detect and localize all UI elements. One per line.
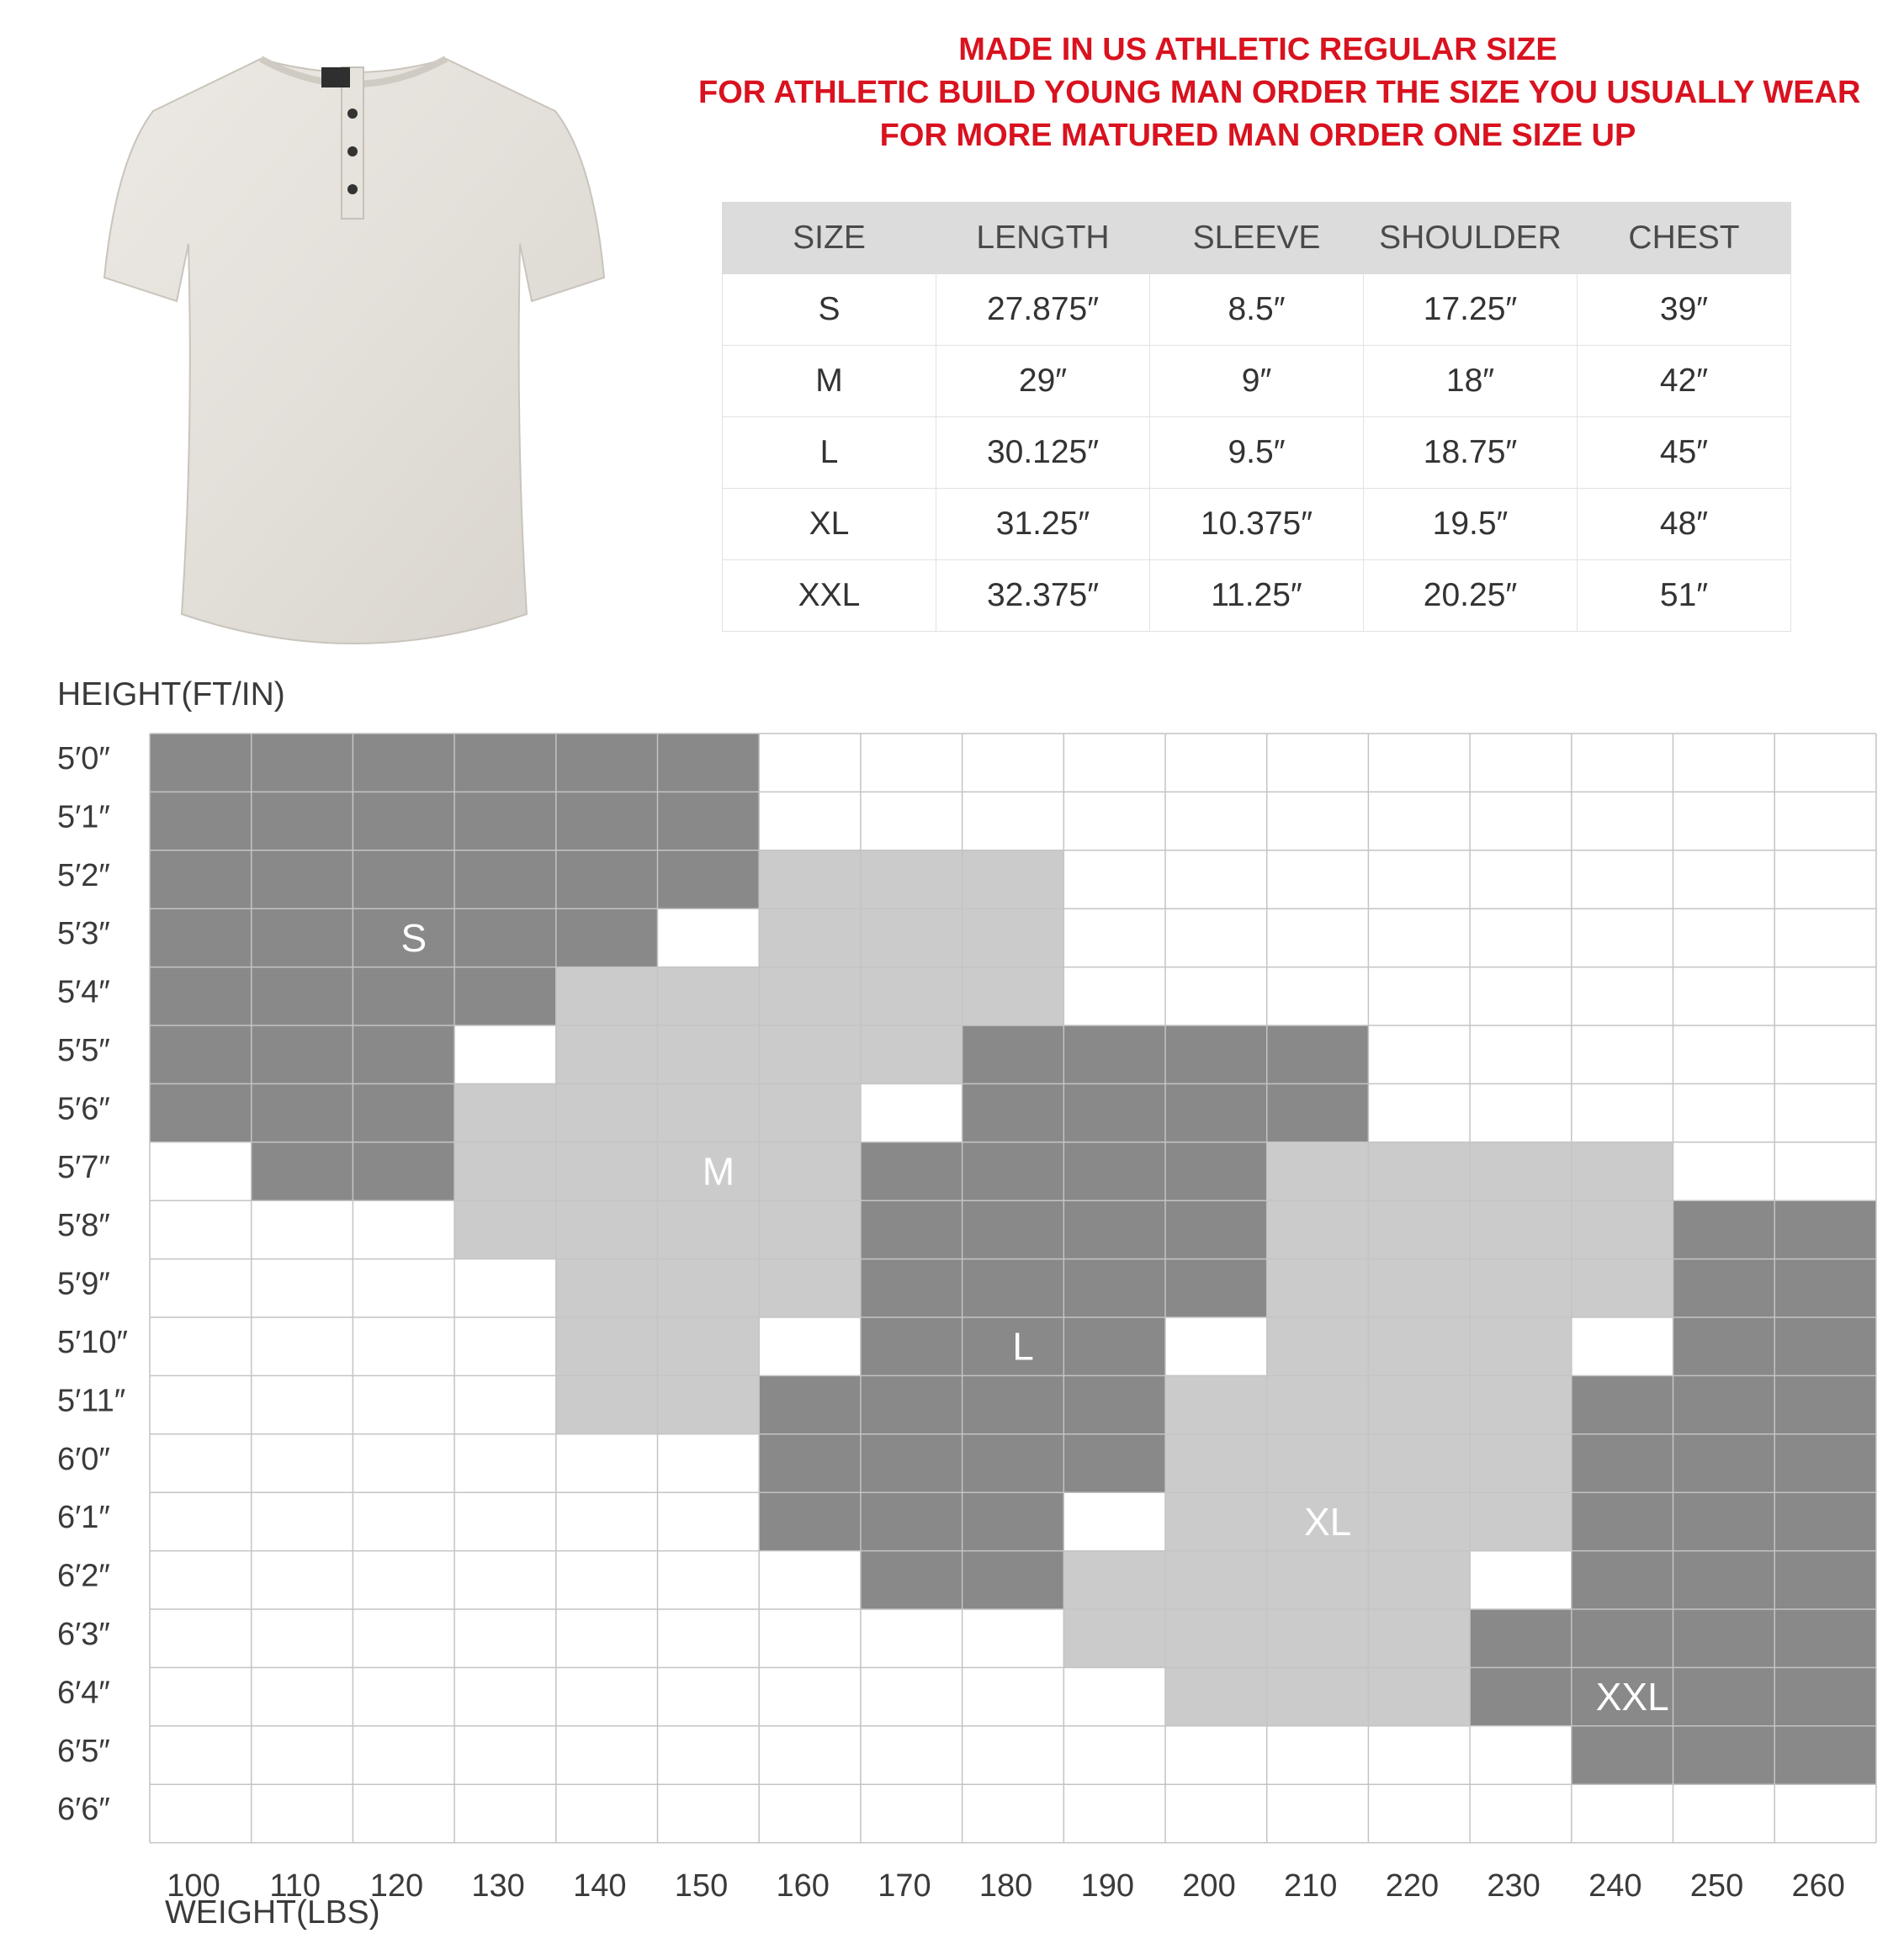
table-cell: 9″ bbox=[1150, 346, 1364, 417]
table-cell: XXL bbox=[723, 560, 936, 632]
height-tick-label: 5′10″ bbox=[57, 1325, 128, 1360]
table-cell: 10.375″ bbox=[1150, 489, 1364, 560]
size-region-label-xxl: XXL bbox=[1595, 1675, 1669, 1719]
height-axis-label: HEIGHT(FT/IN) bbox=[57, 676, 285, 712]
header-line-1: MADE IN US ATHLETIC REGULAR SIZE bbox=[958, 32, 1557, 67]
column-header: CHEST bbox=[1578, 203, 1791, 274]
size-region-xl-block bbox=[1470, 1142, 1572, 1551]
weight-tick-label: 190 bbox=[1080, 1868, 1135, 1904]
column-header: SHOULDER bbox=[1364, 203, 1578, 274]
column-header: SIZE bbox=[723, 203, 936, 274]
height-tick-label: 5′1″ bbox=[57, 799, 110, 835]
table-cell: 20.25″ bbox=[1364, 560, 1578, 632]
weight-tick-label: 220 bbox=[1385, 1868, 1440, 1904]
table-cell: 27.875″ bbox=[936, 274, 1150, 346]
height-tick-label: 5′4″ bbox=[57, 974, 110, 1010]
size-region-xl-block bbox=[1572, 1142, 1673, 1317]
size-region-label-l: L bbox=[1012, 1324, 1034, 1369]
table-cell: 11.25″ bbox=[1150, 560, 1364, 632]
header-line-3: FOR MORE MATURED MAN ORDER ONE SIZE UP bbox=[879, 118, 1636, 153]
table-cell: 42″ bbox=[1578, 346, 1791, 417]
table-cell: 51″ bbox=[1578, 560, 1791, 632]
table-cell: 18″ bbox=[1364, 346, 1578, 417]
size-region-l-block bbox=[759, 1375, 861, 1550]
height-tick-label: 6′6″ bbox=[57, 1792, 110, 1828]
size-region-xxl-block bbox=[1572, 1375, 1673, 1784]
weight-axis-label: WEIGHT(LBS) bbox=[165, 1894, 380, 1931]
table-cell: 30.125″ bbox=[936, 417, 1150, 489]
weight-tick-labels bbox=[167, 1868, 1845, 1904]
table-cell: 31.25″ bbox=[936, 489, 1150, 560]
height-tick-label: 6′5″ bbox=[57, 1733, 110, 1769]
weight-tick-label: 160 bbox=[776, 1868, 830, 1904]
table-cell: 32.375″ bbox=[936, 560, 1150, 632]
table-cell: L bbox=[723, 417, 936, 489]
size-region-m-block bbox=[454, 1083, 556, 1258]
size-region-label-s: S bbox=[400, 915, 427, 960]
height-tick-label: 5′2″ bbox=[57, 857, 110, 893]
column-header: SLEEVE bbox=[1150, 203, 1364, 274]
weight-tick-label: 180 bbox=[978, 1868, 1033, 1904]
size-region-label-xl: XL bbox=[1303, 1499, 1352, 1544]
size-region-label-m: M bbox=[702, 1149, 735, 1194]
height-tick-label: 6′2″ bbox=[57, 1558, 110, 1594]
weight-tick-label: 120 bbox=[369, 1868, 424, 1904]
table-cell: 39″ bbox=[1578, 274, 1791, 346]
column-header: LENGTH bbox=[936, 203, 1150, 274]
table-cell: XL bbox=[723, 489, 936, 560]
header-line-2: FOR ATHLETIC BUILD YOUNG MAN ORDER THE SIZE YOU USUALLY WEAR bbox=[698, 75, 1861, 110]
weight-tick-label: 240 bbox=[1588, 1868, 1642, 1904]
table-cell: M bbox=[723, 346, 936, 417]
size-region-s-block bbox=[658, 734, 760, 908]
height-tick-label: 5′6″ bbox=[57, 1091, 110, 1127]
table-cell: 19.5″ bbox=[1364, 489, 1578, 560]
table-cell: 45″ bbox=[1578, 417, 1791, 489]
weight-tick-label: 200 bbox=[1182, 1868, 1236, 1904]
weight-tick-label: 230 bbox=[1487, 1868, 1541, 1904]
weight-tick-label: 260 bbox=[1791, 1868, 1845, 1904]
weight-tick-label: 140 bbox=[573, 1868, 627, 1904]
height-tick-labels bbox=[57, 741, 128, 1827]
weight-tick-label: 110 bbox=[269, 1868, 321, 1904]
weight-tick-label: 130 bbox=[471, 1868, 525, 1904]
weight-tick-label: 150 bbox=[674, 1868, 729, 1904]
height-tick-label: 5′3″ bbox=[57, 916, 110, 952]
height-tick-label: 6′3″ bbox=[57, 1617, 110, 1652]
height-tick-label: 5′9″ bbox=[57, 1266, 110, 1302]
height-tick-label: 6′4″ bbox=[57, 1675, 110, 1711]
height-tick-label: 5′8″ bbox=[57, 1208, 110, 1244]
weight-tick-label: 170 bbox=[878, 1868, 931, 1904]
table-cell: 8.5″ bbox=[1150, 274, 1364, 346]
table-cell: 18.75″ bbox=[1364, 417, 1578, 489]
height-tick-label: 5′0″ bbox=[57, 741, 110, 776]
weight-tick-label: 210 bbox=[1283, 1868, 1338, 1904]
weight-tick-label: 100 bbox=[167, 1868, 220, 1904]
table-cell: S bbox=[723, 274, 936, 346]
height-tick-label: 6′1″ bbox=[57, 1500, 110, 1536]
size-region-l-block bbox=[1165, 1025, 1267, 1317]
size-region-s-block bbox=[454, 734, 556, 1025]
table-cell: 48″ bbox=[1578, 489, 1791, 560]
height-tick-label: 5′5″ bbox=[57, 1033, 110, 1068]
table-cell: 9.5″ bbox=[1150, 417, 1364, 489]
table-cell: 29″ bbox=[936, 346, 1150, 417]
size-region-s-block bbox=[150, 734, 252, 1142]
height-tick-label: 6′0″ bbox=[57, 1441, 110, 1477]
height-tick-label: 5′11″ bbox=[57, 1383, 126, 1419]
weight-tick-label: 250 bbox=[1689, 1868, 1744, 1904]
height-tick-label: 5′7″ bbox=[57, 1149, 110, 1185]
table-cell: 17.25″ bbox=[1364, 274, 1578, 346]
